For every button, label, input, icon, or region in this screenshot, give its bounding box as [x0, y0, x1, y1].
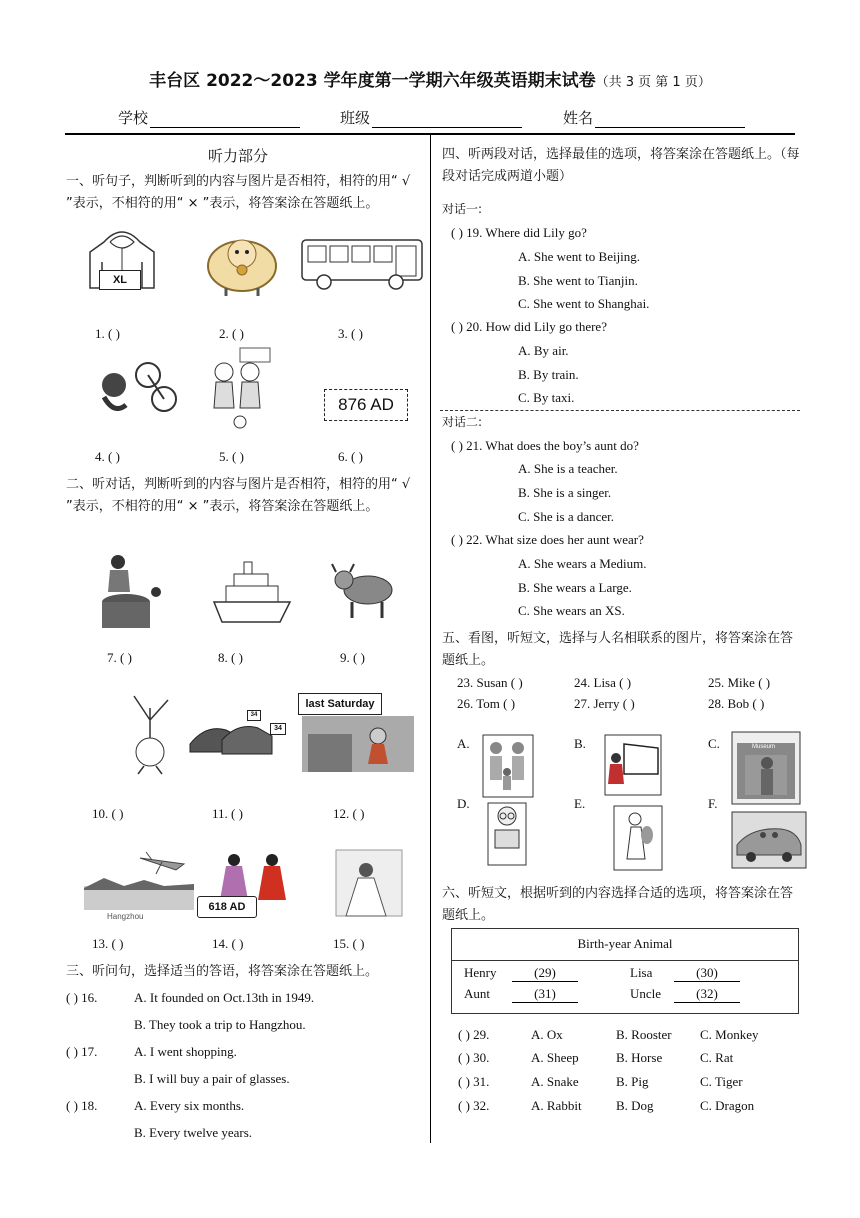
- football-boys-picture: [200, 346, 278, 430]
- q20-option-c[interactable]: C. By taxi.: [518, 390, 575, 405]
- q13[interactable]: 13. ( ): [92, 936, 124, 951]
- q30-option-b[interactable]: B. Horse: [616, 1050, 663, 1065]
- q7[interactable]: 7. ( ): [107, 650, 132, 665]
- q30-option-c[interactable]: C. Rat: [700, 1050, 734, 1065]
- q21-option-b[interactable]: B. She is a singer.: [518, 485, 612, 500]
- reading-grandpa-picture: [487, 802, 527, 866]
- q23[interactable]: 23. Susan ( ): [457, 675, 523, 690]
- q8[interactable]: 8. ( ): [218, 650, 243, 665]
- q14[interactable]: 14. ( ): [212, 936, 244, 951]
- q32-option-a[interactable]: A. Rabbit: [531, 1098, 582, 1113]
- q19-option-b[interactable]: B. She went to Tianjin.: [518, 273, 638, 288]
- name-label: 姓名: [563, 109, 594, 127]
- henry-blank[interactable]: (29): [512, 965, 578, 982]
- aunt-blank[interactable]: (31): [512, 986, 578, 1003]
- q1[interactable]: 1. ( ): [95, 326, 120, 341]
- q19[interactable]: ( ) 19. Where did Lily go?: [451, 225, 587, 240]
- q31-option-a[interactable]: A. Snake: [531, 1074, 579, 1089]
- part3-instruction: 三、听问句，选择适当的答语，将答案涂在答题纸上。: [66, 964, 379, 979]
- q31-option-b[interactable]: B. Pig: [616, 1074, 649, 1089]
- exam-title: [0, 66, 860, 91]
- museum-tag: Museum: [752, 744, 776, 750]
- q29[interactable]: ( ) 29.: [458, 1027, 490, 1042]
- piano-picture: [604, 734, 662, 796]
- option-b-label: B.: [574, 736, 586, 751]
- q25[interactable]: 25. Mike ( ): [708, 675, 771, 690]
- q22[interactable]: ( ) 22. What size does her aunt wear?: [451, 532, 644, 547]
- xl-tag: XL: [99, 270, 141, 290]
- q27[interactable]: 27. Jerry ( ): [574, 696, 635, 711]
- part5-instruction: 五、看图，听短文，选择与人名相联系的图片，将答案涂在答题纸上。: [442, 631, 794, 668]
- q22-option-c[interactable]: C. She wears an XS.: [518, 603, 625, 618]
- q3[interactable]: 3. ( ): [338, 326, 363, 341]
- q21[interactable]: ( ) 21. What does the boy’s aunt do?: [451, 438, 639, 453]
- class-label: 班级: [340, 109, 371, 127]
- q32-option-c[interactable]: C. Dragon: [700, 1098, 755, 1113]
- part1-instruction: 一、听句子，判断听到的内容与图片是否相符，相符的用“ √ ”表示，不相符的用“ × ”表示，将答案涂在答题纸上。: [66, 174, 411, 211]
- dialog2-label: 对话二:: [442, 415, 483, 429]
- q4[interactable]: 4. ( ): [95, 449, 120, 464]
- q16-option-a[interactable]: A. It founded on Oct.13th in 1949.: [134, 990, 315, 1005]
- q17-option-a[interactable]: A. I went shopping.: [134, 1044, 237, 1059]
- q31-option-c[interactable]: C. Tiger: [700, 1074, 743, 1089]
- column-divider: [430, 135, 431, 1143]
- q19-option-a[interactable]: A. She went to Beijing.: [518, 249, 641, 264]
- q26[interactable]: 26. Tom ( ): [457, 696, 516, 711]
- q17-option-b[interactable]: B. I will buy a pair of glasses.: [134, 1071, 290, 1086]
- hangzhou-tag: Hangzhou: [107, 912, 144, 921]
- henry-label: Henry: [464, 965, 497, 981]
- option-c-label: C.: [708, 736, 720, 751]
- q29-option-b[interactable]: B. Rooster: [616, 1027, 672, 1042]
- bike-fall-picture: [86, 355, 178, 423]
- q18-option-b[interactable]: B. Every twelve years.: [134, 1125, 253, 1140]
- q30[interactable]: ( ) 30.: [458, 1050, 490, 1065]
- girl-at-door-picture: [302, 716, 414, 772]
- q9[interactable]: 9. ( ): [340, 650, 365, 665]
- family-picture: [482, 734, 534, 798]
- aunt-label: Aunt: [464, 985, 490, 1001]
- birth-year-table: [451, 928, 799, 1014]
- sheep-picture: [200, 226, 282, 298]
- dialog-divider: [440, 410, 800, 411]
- last-saturday-tag: last Saturday: [298, 693, 382, 715]
- car-trip-picture: [731, 811, 807, 869]
- name-field[interactable]: [563, 107, 745, 128]
- uncle-blank[interactable]: (32): [674, 986, 740, 1003]
- part4-instruction: 四、听两段对话，选择最佳的选项，将答案涂在答题纸上。（每段对话完成两道小题）: [442, 147, 800, 184]
- hangzhou-plane-picture: [84, 848, 194, 916]
- museum-picture: [731, 731, 801, 805]
- q24[interactable]: 24. Lisa ( ): [574, 675, 632, 690]
- school-field[interactable]: [118, 107, 300, 128]
- q12[interactable]: 12. ( ): [333, 806, 365, 821]
- handstand-picture: [124, 690, 176, 776]
- q22-option-a[interactable]: A. She wears a Medium.: [518, 556, 647, 571]
- option-a-label: A.: [457, 736, 470, 751]
- q32-option-b[interactable]: B. Dog: [616, 1098, 654, 1113]
- option-d-label: D.: [457, 796, 470, 811]
- q20-option-b[interactable]: B. By train.: [518, 367, 579, 382]
- q29-option-a[interactable]: A. Ox: [531, 1027, 563, 1042]
- ox-picture: [330, 560, 400, 622]
- page-info: （共 3 页 第 1 页）: [595, 75, 711, 90]
- cooking-picture: [96, 552, 168, 632]
- uncle-label: Uncle: [630, 985, 662, 1001]
- q15[interactable]: 15. ( ): [333, 936, 365, 951]
- q17[interactable]: ( ) 17.: [66, 1044, 98, 1059]
- table-title: Birth-year Animal: [577, 936, 673, 952]
- title-text: 丰台区 2022～2023 学年度第一学期六年级英语期末试卷: [149, 71, 596, 91]
- 876ad-tag: 876 AD: [324, 389, 408, 421]
- ship-picture: [210, 552, 294, 628]
- bus-picture: [300, 234, 426, 292]
- q29-option-c[interactable]: C. Monkey: [700, 1027, 759, 1042]
- q16-option-b[interactable]: B. They took a trip to Hangzhou.: [134, 1017, 306, 1032]
- listening-heading: 听力部分: [208, 147, 269, 165]
- q10[interactable]: 10. ( ): [92, 806, 124, 821]
- q30-option-a[interactable]: A. Sheep: [531, 1050, 579, 1065]
- option-e-label: E.: [574, 796, 586, 811]
- lisa-blank[interactable]: (30): [674, 965, 740, 982]
- 618ad-tag: 618 AD: [197, 896, 257, 918]
- part2-instruction: 二、听对话，判断听到的内容与图片是否相符，相符的用“ √ ”表示，不相符的用“ × ”表示，将答案涂在答题纸上。: [66, 477, 411, 514]
- q20-option-a[interactable]: A. By air.: [518, 343, 569, 358]
- q19-option-c[interactable]: C. She went to Shanghai.: [518, 296, 650, 311]
- q32[interactable]: ( ) 32.: [458, 1098, 490, 1113]
- q28[interactable]: 28. Bob ( ): [708, 696, 765, 711]
- shoe-tag-1: 34: [247, 710, 261, 721]
- q21-option-a[interactable]: A. She is a teacher.: [518, 461, 618, 476]
- q2[interactable]: 2. ( ): [219, 326, 244, 341]
- q21-option-c[interactable]: C. She is a dancer.: [518, 509, 615, 524]
- q22-option-b[interactable]: B. She wears a Large.: [518, 580, 632, 595]
- q16[interactable]: ( ) 16.: [66, 990, 98, 1005]
- part6-instruction: 六、听短文，根据听到的内容选择合适的选项，将答案涂在答题纸上。: [442, 886, 794, 923]
- class-field[interactable]: [340, 107, 522, 128]
- shoe-tag-2: 34: [270, 723, 286, 735]
- q20[interactable]: ( ) 20. How did Lily go there?: [451, 319, 607, 334]
- option-f-label: F.: [708, 796, 718, 811]
- dialog1-label: 对话一:: [442, 202, 483, 216]
- q11[interactable]: 11. ( ): [212, 806, 243, 821]
- q31[interactable]: ( ) 31.: [458, 1074, 490, 1089]
- q5[interactable]: 5. ( ): [219, 449, 244, 464]
- lisa-label: Lisa: [630, 965, 653, 981]
- singer-stage-picture: [326, 844, 406, 922]
- q18-option-a[interactable]: A. Every six months.: [134, 1098, 245, 1113]
- q18[interactable]: ( ) 18.: [66, 1098, 98, 1113]
- violin-picture: [613, 805, 663, 871]
- q6[interactable]: 6. ( ): [338, 449, 363, 464]
- sneakers-picture: [186, 700, 278, 762]
- school-label: 学校: [118, 109, 149, 127]
